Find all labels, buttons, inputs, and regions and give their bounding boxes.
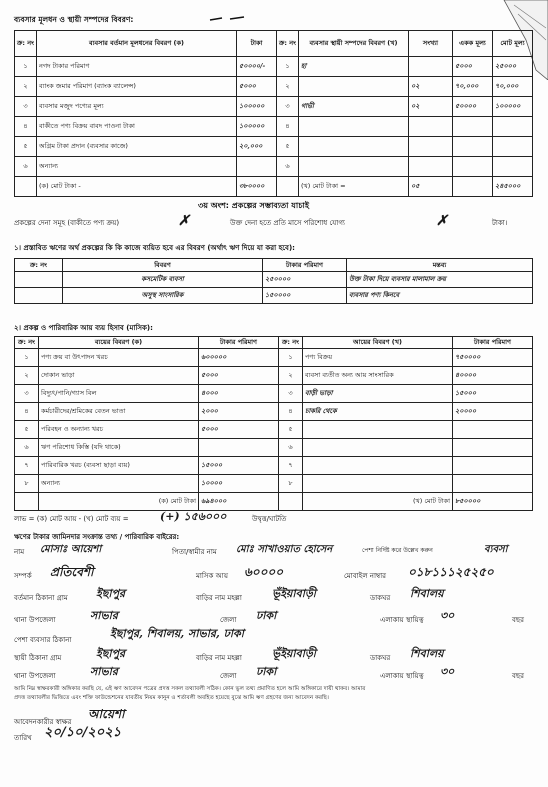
income-total-row: (ক) মোট টাকা ৬৯৪০০০ (খ) মোট টাকা ৮৫০০০০ (15, 493, 533, 511)
table-row: ৪ কর্মচারীদের/শ্রমিকের বেতন ভাতা ২০০০ ৪ চাকরি থেকে ২০০০০ (15, 403, 533, 421)
taka-suffix: টাকা। (492, 219, 508, 227)
col-sl2: ক্র: নং (277, 31, 299, 57)
guarantor-heading: ঋণের টাকার জামিনদার সংক্রান্ত তথ্য / পারিবারিক বাইরের: (14, 533, 180, 541)
col-total: মোট মূল্য (493, 31, 533, 57)
profit-suffix: উদ্বৃত্ত/ঘাটতি (252, 515, 287, 523)
table-row: ৬ অন্যান্য ৬ (15, 157, 533, 177)
applicant-signature: আয়েশা (88, 707, 125, 721)
work-address: ইছাপুর, শিবালয়, সাভার, ঢাকা (110, 627, 244, 640)
table-row: ৩ ব্যবসার মজুদ পণ্যের মূল্য ১০০০০০ ৩ গাভী ০২ ৫০০০০ ১০০০০০ (15, 97, 533, 117)
profit-value: (+) ১৫৬০০০ (160, 510, 227, 523)
guarantor-name: মোসাঃ আয়েশা (40, 544, 102, 555)
assets-rows (15, 57, 533, 197)
table-row: ১ নগদ টাকার পরিমাণ ৫০০০০/- ১ হা ৫০০০ ২৫০০০ (15, 57, 533, 77)
col-capital: ব্যবসার বর্তমান মূলধনের বিবরণ (ক) (37, 31, 237, 57)
application-date: ২০/১০/২০২১ (44, 725, 122, 740)
guarantor-father: মোঃ সাখাওয়াত হোসেন (236, 544, 333, 555)
col-taka: টাকা (237, 31, 277, 57)
table-row: ৮ অন্যান্য ১০০০০ ৮ (15, 475, 533, 493)
table-row: ৩ বিদ্যুৎ/পানি/গ্যাস বিল ৪০০০ ৩ বাড়ী ভাড়া ১৫০০০ (15, 385, 533, 403)
col-unit: একক মূল্য (453, 31, 493, 57)
profit-label: লাভ = (ক) মোট আয় - (খ) মোট ব্যয় = (14, 515, 129, 523)
assets-table (14, 30, 533, 197)
assets-total-row: (ক) মোট টাকা - ৩৮০০০০ (খ) মোট টাকা = ০৫ ২৪৫০০০ (15, 177, 533, 197)
table-row: ১ পণ্য ক্রয় বা উৎপাদন খরচ ৬০০০০০ ১ পণ্য বিক্রয় ৭৫০০০০ (15, 349, 533, 367)
col-sl: ক্র: নং (15, 31, 37, 57)
declaration-text: আমি নিম্ন স্বাক্ষরকারী অঙ্গিকার করছি যে, এই ঋণ আবেদন পত্রের প্রদত্ত সকল তথ্যাবলী সঠিক। কোন ভুল তথ্য প্রমাণিত হলে আমি অঙ্গিকারে দায়ী থাকব। আমার (14, 686, 366, 692)
table-row: ৭ পারিবারিক খরচ (ব্যবসা ছাড়া ব্যয়) ১৫০০০ ৭ (15, 457, 533, 475)
loan-application-page: ব্যবসার মূলধন ও স্থায়ী সম্পদের বিবরণ: ক্র: নং ব্যবসার বর্তমান মূলধনের বিবরণ (ক) টাকা ক্র: নং ব্যবসার স্থায়ী সম্পদের বিবরণ (খ) সংখ্যা একক মূল্য মোট মূল্য ১ নগদ টাকার পরিমাণ ৫০০০০/- ১ হা ৫০০০ ২৫০০০ ২ ব্যাংক জমার পরিমাণ (ব্যাংক ব্যালেন্স) ৫০০০ ২ ০২ ৭০,০০০ ৭০,০০০ ৩ ব্যবসার মজুদ পণ্যের মূল্য ১০০০০০ ৩ গাভী ০২ ৫০০০০ ১০০০০০ ৪ বাকীতে পণ্য বিক্রয় বাবদ পাওনা টাকা ১০০০০০ ৪ ৫ অগ্রিম টাকা প্রদান (ব্যবসার কাজে) ২০,০০০ ৫ ৬ অন্যান্য ৬ (ক) মোট টাকা - ৩৮০০০০ (খ) মোট টাকা = ০৫ ২৪৫০০০ ৩য় অংশ: প্রকল্পের সম্ভাব্যতা যাচাই প্রকল্পের দেনা সমূহ (বাকীতে পণ্য ক্রয়) ✗ উক্ত দেনা হতে প্রতি মাসে পরিশোধ যোগ্য ✗ টাকা। ১। প্রস্তাবিত ঋণের অর্থ প্রকল্পের কি কি কাজে ব্যয়িত হবে এর বিবরণ (অর্থাৎ ঋণ দিয়ে যা করা হবে): ক্র: নং বিবরণ টাকার পরিমাণ মন্তব্য কসমেটিক ব্যবসা ২৫০০০০ উক্ত টাকা দিয়ে ব্যবসার মালামাল ক্রয় অসুস্থ সাংসারিক ১৫০০০০ ব্যবসার পণ্য কিনবে ২। প্রকল্প ও পারিবারিক আয় ব্যয় হিসাব (মাসিক): ক্র: নং ব্যয়ের বিবরণ (ক) টাকার পরিমাণ ক্র: নং আয়ের বিবরণ (খ) টাকার পরিমাণ ১ পণ্য ক্রয় বা উৎপাদন খরচ ৬০০০০০ ১ পণ্য বিক্রয় ৭৫০০০০ ২ দোকান ভাড়া ৫০০০ ২ ব্যবসা ব্যতীত অন্য আয় সাংসারিক ৪০০০০ ৩ বিদ্যুৎ/পানি/গ্যাস বিল ৪০০০ ৩ বাড়ী ভাড়া ১৫০০০ ৪ কর্মচারীদের/শ্রমিকের বেতন ভাতা ২০০০ ৪ চাকরি থেকে ২০০০০ ৫ পরিবহন ও অন্যান্য খরচ ৫০০০ ৫ ৬ ঋণ পরিশোধ কিস্তি (যদি থাকে) ৬ ৭ পারিবারিক খরচ (ব্যবসা ছাড়া ব্যয়) ১৫০০০ ৭ ৮ অন্যান্য ১০০০০ ৮ (ক) মোট টাকা ৬৯৪০০০ (খ) মোট টাকা ৮৫০০০০ লাভ = (ক) মোট আয় - (খ) মোট ব্যয় = (+) ১৫৬০০০ উদ্বৃত্ত/ঘাটতি ঋণের টাকার জামিনদার সংক্রান্ত তথ্য / পারিবারিক বাইরের: নাম মোসাঃ আয়েশা পিতা/স্বামীর নাম মোঃ সাখাওয়াত হোসেন পেশা নির্দিষ্ট করে উল্লেখ করুন ব্যবসা সম্পর্ক প্রতিবেশী মাসিক আয় ৬০০০০ মোবাইল নাম্বার ০১৮১১১২৫২৫০ বর্তমান ঠিকানা গ্রাম ইছাপুর বাড়ির নাম মহল্লা ভূঁইয়াবাড়ী ডাকঘর শিবালয় থানা উপজেলা সাভার জেলা ঢাকা এলাকায় স্থায়িত্ব ৩০ বছর পেশা ব্যবসার ঠিকানা ইছাপুর, শিবালয়, সাভার, ঢাকা স্থায়ী ঠিকানা গ্রাম ইছাপুর বাড়ির নাম মহল্লা ভূঁইয়াবাড়ী ডাকঘর শিবালয় থানা উপজেলা সাভার জেলা ঢাকা এলাকায় স্থায়িত্ব ৩০ বছর আমি নিম্ন স্বাক্ষরকারী অঙ্গিকার করছি যে, এই ঋণ আবেদন পত্রের প্রদত্ত সকল তথ্যাবলী সঠিক। কোন ভুল তথ্য প্রমাণিত হলে আমি অঙ্গিকারে দায়ী থাকব। আমার প্রদত্ত তথ্যাবলীর ভিত্তিতে এবং শক্তি ফাউন্ডেশনের যাবতীয় নিয়ম কানুন ও শর্তাবলী অবহিত হয়েছে বুঝে আমি ঋণ গ্রহণের জন্য আবেদন করছি। আবেদনকারীর স্বাক্ষর আয়েশা তারিখ ২০/১০/২০২১ (0, 0, 548, 787)
purpose-heading: ১। প্রস্তাবিত ঋণের অর্থ প্রকল্পের কি কি কাজে ব্যয়িত হবে এর বিবরণ (অর্থাৎ ঋণ দিয়ে যা করা হবে): (14, 244, 295, 252)
repay-label: উক্ত দেনা হতে প্রতি মাসে পরিশোধ যোগ্য (230, 219, 345, 227)
col-fixed: ব্যবসার স্থায়ী সম্পদের বিবরণ (খ) (299, 31, 409, 57)
title-scribble (208, 12, 248, 24)
guarantor-occupation: ব্যবসা (484, 544, 508, 555)
declaration-text-2: প্রদত্ত তথ্যাবলীর ভিত্তিতে এবং শক্তি ফাউন্ডেশনের যাবতীয় নিয়ম কানুন ও শর্তাবলী অবহিত হয়েছে বুঝে আমি ঋণ গ্রহণের জন্য আবেদন করছি। (14, 695, 329, 701)
purpose-table: ক্র: নং বিবরণ টাকার পরিমাণ মন্তব্য কসমেটিক ব্যবসা ২৫০০০০ উক্ত টাকা দিয়ে ব্যবসার মালামাল ক্রয় অসুস্থ সাংসারিক ১৫০০০০ ব্যবসার পণ্য কিনবে (14, 258, 533, 304)
table-row: ২ দোকান ভাড়া ৫০০০ ২ ব্যবসা ব্যতীত অন্য আয় সাংসারিক ৪০০০০ (15, 367, 533, 385)
table-row: ৫ পরিবহন ও অন্যান্য খরচ ৫০০০ ৫ (15, 421, 533, 439)
table-row: ৪ বাকীতে পণ্য বিক্রয় বাবদ পাওনা টাকা ১০০০০০ ৪ (15, 117, 533, 137)
table-row: ৫ অগ্রিম টাকা প্রদান (ব্যবসার কাজে) ২০,০০০ ৫ (15, 137, 533, 157)
table-row: ৬ ঋণ পরিশোধ কিস্তি (যদি থাকে) ৬ (15, 439, 533, 457)
col-qty: সংখ্যা (409, 31, 453, 57)
table-row: ২ ব্যাংক জমার পরিমাণ (ব্যাংক ব্যালেন্স) ৫০০০ ২ ০২ ৭০,০০০ ৭০,০০০ (15, 77, 533, 97)
table-row: কসমেটিক ব্যবসা ২৫০০০০ উক্ত টাকা দিয়ে ব্যবসার মালামাল ক্রয় (15, 272, 533, 288)
assets-section-title: ব্যবসার মূলধন ও স্থায়ী সম্পদের বিবরণ: (14, 15, 134, 24)
guarantor-income: ৬০০০০ (244, 565, 284, 579)
guarantor-mobile: ০১৮১১১২৫২৫০ (408, 565, 494, 579)
debt-cross: ✗ (178, 213, 190, 229)
section3-title: ৩য় অংশ: প্রকল্পের সম্ভাব্যতা যাচাই (198, 201, 310, 210)
income-expense-table: ক্র: নং ব্যয়ের বিবরণ (ক) টাকার পরিমাণ ক্র: নং আয়ের বিবরণ (খ) টাকার পরিমাণ ১ পণ্য ক্রয় বা উৎপাদন খরচ ৬০০০০০ ১ পণ্য বিক্রয় ৭৫০০০০ ২ দোকান ভাড়া ৫০০০ ২ ব্যবসা ব্যতীত অন্য আয় সাংসারিক ৪০০০০ ৩ বিদ্যুৎ/পানি/গ্যাস বিল ৪০০০ ৩ বাড়ী ভাড়া ১৫০০০ ৪ কর্মচারীদের/শ্রমিকের বেতন ভাতা ২০০০ ৪ চাকরি থেকে ২০০০০ ৫ পরিবহন ও অন্যান্য খরচ ৫০০০ ৫ ৬ ঋণ পরিশোধ কিস্তি (যদি থাকে) ৬ ৭ পারিবারিক খরচ (ব্যবসা ছাড়া ব্যয়) ১৫০০০ ৭ ৮ অন্যান্য ১০০০০ ৮ (ক) মোট টাকা ৬৯৪০০০ (খ) মোট টাকা ৮৫০০০০ (14, 336, 533, 511)
income-heading: ২। প্রকল্প ও পারিবারিক আয় ব্যয় হিসাব (মাসিক): (14, 324, 153, 332)
guarantor-relation: প্রতিবেশী (50, 565, 94, 579)
repay-cross: ✗ (436, 213, 448, 229)
debt-label: প্রকল্পের দেনা সমূহ (বাকীতে পণ্য ক্রয়) (14, 219, 120, 227)
table-row: অসুস্থ সাংসারিক ১৫০০০০ ব্যবসার পণ্য কিনবে (15, 288, 533, 304)
